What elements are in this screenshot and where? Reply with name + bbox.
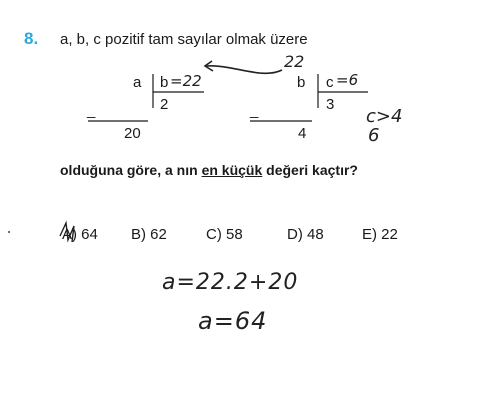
stray-mark (8, 231, 10, 233)
question-stem: a, b, c pozitif tam sayılar olmak üzere (60, 31, 308, 48)
handwritten-work-line1: a=22.2+20 (162, 270, 299, 295)
division1-remainder: 20 (124, 125, 141, 142)
division2-dividend: b (297, 74, 306, 91)
division2-divisor: c (326, 74, 334, 91)
division2-quotient: 3 (326, 96, 335, 113)
question-number: 8. (24, 29, 39, 48)
handwritten-arrow (206, 66, 282, 73)
handwritten-c-condition: c>4 (366, 106, 403, 127)
division1-dividend: a (133, 74, 142, 91)
choice-e-value: 22 (381, 226, 398, 243)
handwritten-work-line2: a=64 (198, 307, 268, 335)
condition-text-post: değeri kaçtır? (262, 162, 358, 178)
choice-e-letter: E) (362, 226, 377, 243)
division1-divisor: b (160, 74, 169, 91)
division1-quotient: 2 (160, 96, 169, 113)
handwritten-arrow-label: 22 (284, 52, 305, 71)
choice-a-value: 64 (81, 226, 98, 243)
choice-a-letter: A) (62, 226, 77, 243)
condition-text-pre: olduğuna göre, a nın (60, 162, 202, 178)
choice-c-value: 58 (226, 226, 243, 243)
handwritten-c-six: 6 (368, 125, 380, 146)
division2-minus: _ (250, 102, 259, 119)
division2-remainder: 4 (298, 125, 307, 142)
handwritten-c-value: =6 (336, 71, 359, 89)
choice-b-value: 62 (150, 226, 167, 243)
condition-emphasis: en küçük (201, 162, 263, 178)
choice-d-value: 48 (307, 226, 324, 243)
choice-a-mark-icon (60, 223, 74, 242)
division1-minus: _ (87, 102, 96, 119)
choice-d-letter: D) (287, 226, 303, 243)
choice-b-letter: B) (131, 226, 146, 243)
handwritten-b-value: =22 (170, 72, 202, 90)
choice-c-letter: C) (206, 226, 222, 243)
